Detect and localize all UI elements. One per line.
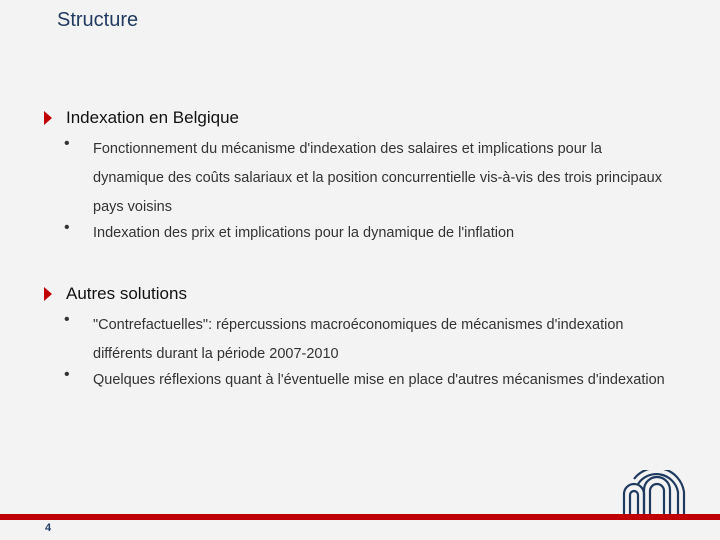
logo-icon (620, 470, 690, 514)
section-header (44, 282, 674, 306)
arrow-right-icon (44, 287, 52, 301)
bullet-text: Fonctionnement du mécanisme d'indexation des salaires et implications pour la dynamique des coûts salariaux et la position concurrentielle vis-à-vis des trois principaux pays voisins (93, 141, 662, 215)
bullet-dot: • (64, 366, 70, 383)
slide-title: Structure (57, 9, 139, 31)
bullet-text: Quelques réflexions quant à l'éventuelle mise en place d'autres mécanismes d'indexation (93, 372, 665, 388)
bullet-item (64, 219, 674, 248)
bullet-item (64, 135, 674, 222)
bullet-text: Indexation des prix et implications pour la dynamique de l'inflation (93, 225, 515, 241)
bullet-dot: • (64, 219, 70, 236)
bullet-dot: • (64, 311, 70, 328)
section-indexation-belgique (44, 106, 674, 248)
bullet-item (64, 366, 674, 395)
page-number: 4 (45, 522, 52, 534)
arrow-right-icon (44, 111, 52, 125)
section-label: Autres solutions (66, 284, 187, 303)
bullet-text: "Contrefactuelles": répercussions macroéconomiques de mécanismes d'indexation différents durant la période 2007-2010 (93, 317, 624, 362)
section-autres-solutions (44, 282, 674, 395)
section-label: Indexation en Belgique (66, 108, 239, 127)
footer-bar (0, 514, 720, 520)
bullet-item (64, 311, 674, 369)
bullet-dot: • (64, 135, 70, 152)
section-header (44, 106, 674, 130)
